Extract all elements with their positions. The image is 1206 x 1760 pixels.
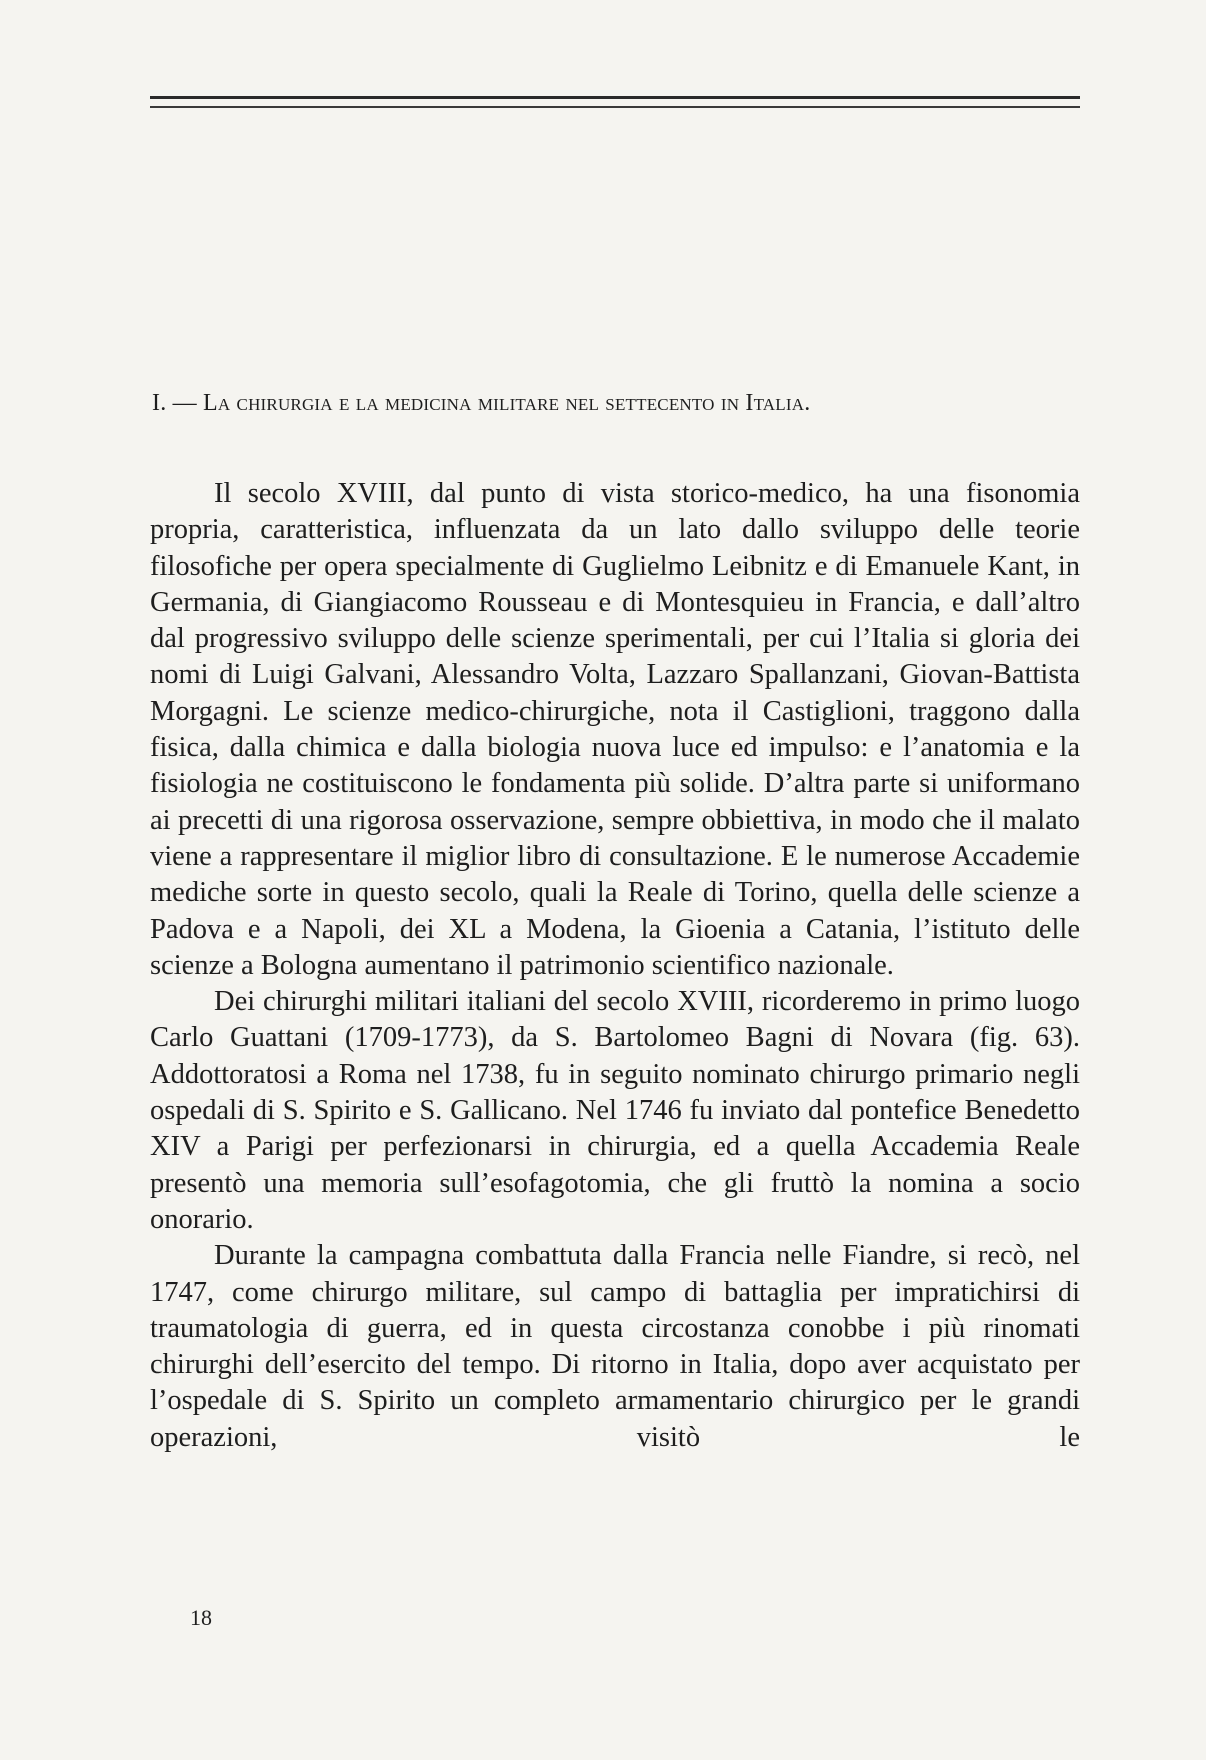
paragraph: Dei chirurghi militari italiani del secolo XVIII, ricorderemo in primo luogo Carlo Guattani (1709-1773), da S. Bartolomeo Bagni di Novara (fig. 63). Addottoratosi a Roma nel 1738, fu in seguito nominato chirurgo primario negli ospedali di S. Spirito e S. Gallicano. Nel 1746 fu inviato dal pontefice Benedetto XIV a Parigi per perfezionarsi in chirurgia, ed a quella Accademia Reale presentò una memoria sull’esofagotomia, che gli fruttò la nomina a socio onorario.: [150, 986, 1080, 1235]
paragraph: Durante la campagna combattuta dalla Francia nelle Fiandre, si recò, nel 1747, come chirurgo militare, sul campo di battaglia per impratichirsi di traumatologia di guerra, ed in questa circostanza conobbe i più rinomati chirurghi dell’esercito del tempo. Di ritorno in Italia, dopo aver acquistato per l’ospedale di S. Spirito un completo armamentario chirurgico per le grandi operazioni, visitò le: [150, 1240, 1080, 1453]
rule-line: [150, 96, 1080, 99]
rule-line: [150, 106, 1080, 108]
page-number: 18: [190, 1605, 212, 1630]
body-text: [150, 476, 1080, 1456]
top-double-rule: [150, 96, 1080, 108]
paragraph: Il secolo XVIII, dal punto di vista storico-medico, ha una fisonomia propria, caratteristica, influenzata da un lato dallo sviluppo delle teorie filosofiche per opera specialmente di Guglielmo Leibnitz e di Emanuele Kant, in Germania, di Giangiacomo Rousseau e di Montesquieu in Francia, e dall’altro dal progressivo sviluppo delle scienze sperimentali, per cui l’Italia si gloria dei nomi di Luigi Galvani, Alessandro Volta, Lazzaro Spallanzani, Giovan-Battista Morgagni. Le scienze medico-chirurgiche, nota il Castiglioni, traggono dalla fisica, dalla chimica e dalla biologia nuova luce ed impulso: e l’anatomia e la fisiologia ne costituiscono le fondamenta più solide. D’altra parte si uniformano ai precetti di una rigorosa osservazione, sempre obbiettiva, in modo che il malato viene a rappresentare il miglior libro di consultazione. E le numerose Accademie mediche sorte in questo secolo, quali la Reale di Torino, quella delle scienze a Padova e a Napoli, dei XL a Modena, la Gioenia a Catania, l’istituto delle scienze a Bologna aumentano il patrimonio scientifico nazionale.: [150, 478, 1080, 981]
section-heading: I. — La chirurgia e la medicina militare nel settecento in Italia.: [152, 390, 811, 416]
